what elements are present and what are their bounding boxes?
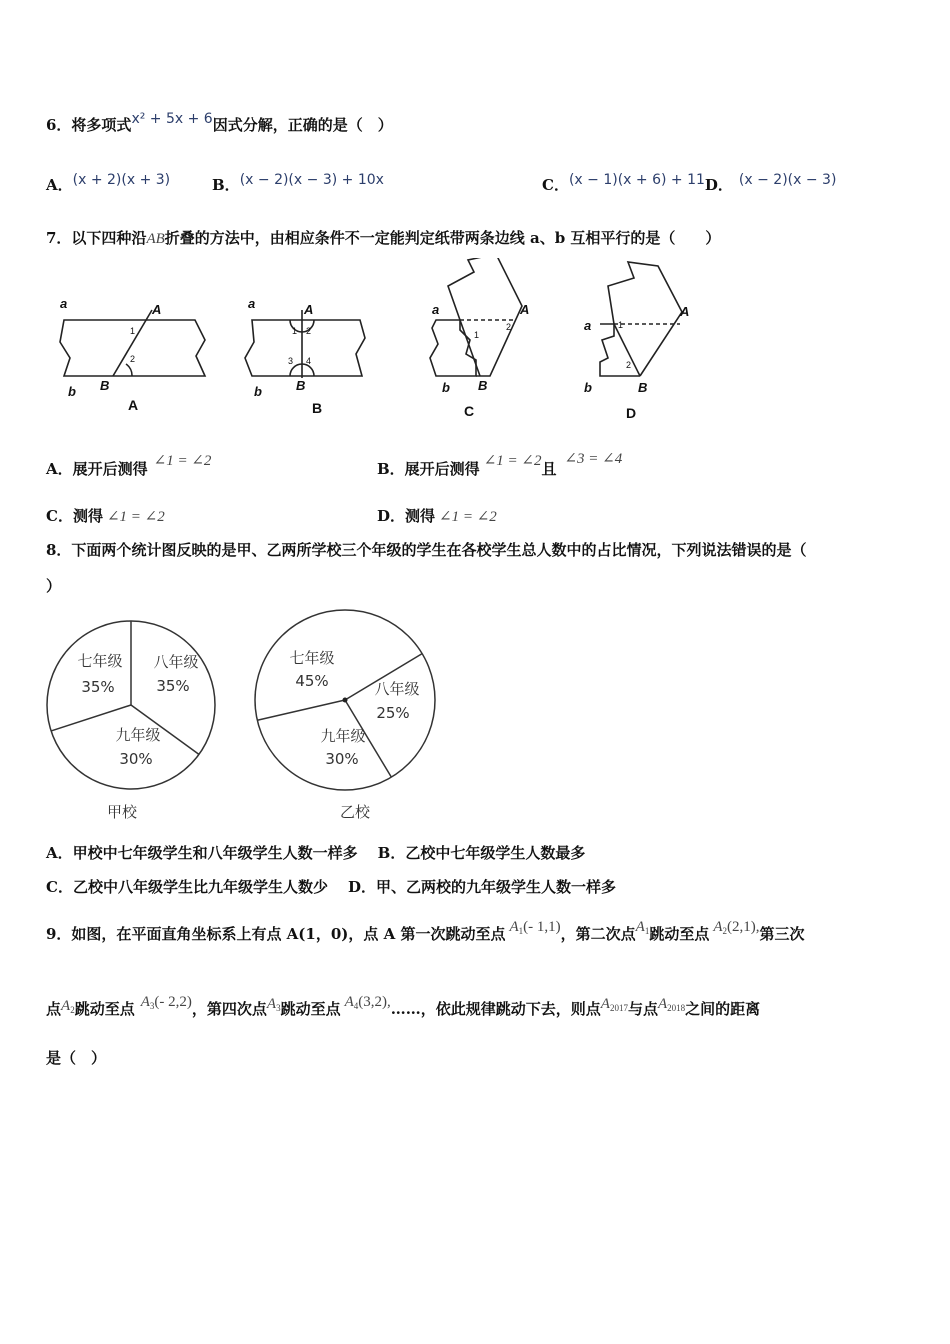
q9-point-a3-ref-sub: 3 — [276, 1003, 281, 1013]
q7-option-d — [377, 506, 497, 527]
q7-fig-b-angle-2: 2 — [306, 326, 312, 336]
q9-text-6: 跳动至点 — [74, 1000, 135, 1018]
q8-stem-end — [46, 576, 61, 596]
pie-jia-cat-grade9: 九年级 — [115, 726, 161, 744]
q9-point-a1-sub: 1 — [518, 926, 524, 936]
q9-text-9: ……，依此规律跳动下去，则点 — [390, 1000, 601, 1018]
q7-b-and: 且 — [541, 460, 557, 478]
q9-point-a2-coord: (2,1), — [727, 919, 760, 935]
q9-line-3 — [46, 1048, 106, 1068]
q7-fig-b-angle-4: 4 — [306, 356, 312, 366]
q7-fig-a-label-a: a — [60, 296, 68, 311]
q7-fig-c-label-pa: A — [520, 302, 530, 317]
q9-point-a1: A — [509, 919, 519, 935]
q7-fig-caption-a: A — [128, 397, 139, 413]
pie-yi-cat-grade7: 七年级 — [289, 649, 335, 667]
q6-polynomial: x² + 5x + 6 — [131, 111, 213, 127]
q7-fig-a-label-b: b — [68, 384, 76, 399]
q7-b-expr2: ∠3 = ∠4 — [564, 451, 623, 467]
q9-text-5: 点 — [46, 1000, 62, 1018]
q9-text-11: 之间的距离 — [685, 1000, 761, 1018]
q7-fig-d-angle-2: 2 — [626, 360, 632, 370]
q7-b-expr1: ∠1 = ∠2 — [483, 453, 542, 469]
q6-option-b — [212, 172, 384, 196]
q7-fig-c-label-a: a — [432, 302, 440, 317]
q9-point-a4-coord: (3,2), — [358, 994, 391, 1010]
q9-point-a4-sub: 4 — [353, 1001, 359, 1011]
q9-point-a3-coord: (- 2,2) — [154, 994, 192, 1010]
q7-fig-caption-c: C — [464, 403, 475, 419]
pie-yi-title: 乙校 — [339, 803, 371, 821]
q7-a-label: A．展开后测得 — [46, 460, 148, 478]
q7-fig-c-label-pb: B — [478, 378, 488, 393]
q7-stem-post: 折叠的方法中，由相应条件不一定能判定纸带两条边线 a、b 互相平行的是（ ） — [164, 229, 721, 247]
q8-pie-charts — [40, 606, 460, 828]
q9-point-a2-sub: 2 — [722, 926, 727, 936]
pie-jia-pct-grade7: 35% — [81, 678, 115, 696]
q7-fig-d-angle-1: 1 — [618, 320, 624, 330]
q7-d-label: D．测得 — [377, 507, 436, 525]
q9-point-a1-ref-sub: 1 — [644, 926, 650, 936]
q7-fig-a-angle-2: 2 — [130, 354, 136, 364]
q6-a-expr: (x + 2)(x + 3) — [72, 172, 171, 188]
q6-stem-pre: 6．将多项式 — [46, 116, 132, 134]
q9-point-a3-ref: A — [266, 996, 277, 1012]
q7-b-label: B．展开后测得 — [377, 460, 480, 478]
q9-point-a2018: A — [657, 996, 668, 1012]
q7-option-a — [46, 453, 212, 480]
q6-d-expr: (x − 2)(x − 3) — [738, 172, 837, 188]
q9-point-a2: A — [713, 919, 723, 935]
q7-fig-caption-b: B — [312, 400, 323, 416]
q7-stem-ab: AB — [146, 231, 165, 247]
q7-fig-b-label-a: a — [248, 296, 256, 311]
q6-option-a — [46, 172, 171, 196]
q9-text-1: 9．如图，在平面直角坐标系上有点 A(1，0)，点 A 第一次跳动至点 — [46, 925, 506, 943]
q7-fig-c-angle-1: 1 — [474, 330, 480, 340]
q9-point-a2018-sub: 2018 — [667, 1003, 686, 1013]
q9-text-3: 跳动至点 — [649, 925, 710, 943]
q9-text-2: ，第二次点 — [560, 925, 636, 943]
q8-stem-text: 8．下面两个统计图反映的是甲、乙两所学校三个年级的学生在各校学生总人数中的占比情况，下列说法错误的是（ — [46, 541, 807, 559]
pie-jia-cat-grade8: 八年级 — [153, 653, 199, 671]
q7-figure-c — [430, 258, 522, 376]
q8-option-a: A．甲校中七年级学生和八年级学生人数一样多 — [46, 844, 358, 862]
pie-yi-pct-grade8: 25% — [376, 704, 410, 722]
q7-fig-d-label-pa: A — [680, 304, 690, 319]
q9-text-7: ，第四次点 — [191, 1000, 267, 1018]
pie-yi-pct-grade9: 30% — [325, 750, 359, 768]
q7-fig-d-label-pb: B — [638, 380, 648, 395]
q7-d-expr: ∠1 = ∠2 — [439, 509, 497, 525]
pie-yi-cat-grade9: 九年级 — [320, 727, 366, 745]
q7-fold-figures — [40, 258, 720, 428]
q7-option-c — [46, 506, 165, 527]
q7-c-label: C．测得 — [46, 507, 103, 525]
q7-fig-b-angle-1: 1 — [292, 326, 298, 336]
q9-point-a2-ref: A — [61, 998, 71, 1014]
pie-jia-pct-grade9: 30% — [119, 750, 153, 768]
q7-option-b — [377, 451, 623, 480]
q9-text-8: 跳动至点 — [280, 1000, 341, 1018]
q7-a-expr: ∠1 = ∠2 — [153, 453, 212, 469]
q9-point-a3: A — [140, 994, 150, 1010]
pie-chart-yi — [255, 610, 435, 821]
q7-fig-c-label-b: b — [442, 380, 450, 395]
q7-fig-d-label-b: b — [584, 380, 592, 395]
q9-text-10: 与点 — [627, 1000, 658, 1018]
q7-fig-a-label-pb: B — [100, 378, 110, 393]
q9-text-4: 第三次 — [759, 925, 805, 943]
q8-option-b: B．乙校中七年级学生人数最多 — [377, 844, 586, 862]
q6-stem — [46, 111, 393, 136]
q7-stem-pre: 7．以下四种沿 — [46, 229, 147, 247]
q6-d-label: D． — [704, 176, 733, 194]
pie-yi-center-dot — [343, 698, 348, 703]
q7-stem — [46, 228, 720, 249]
q9-point-a2017: A — [600, 996, 610, 1012]
q7-figure-d — [600, 262, 682, 376]
q7-fig-a-label-pa: A — [152, 302, 162, 317]
q7-figure-a — [60, 310, 205, 376]
q7-fig-b-label-pa: A — [304, 302, 314, 317]
q7-fig-d-label-a: a — [584, 318, 592, 333]
pie-chart-jia — [47, 621, 215, 821]
q8-stem-end-text: ） — [46, 577, 62, 595]
q9-point-a4: A — [344, 994, 354, 1010]
pie-yi-pct-grade7: 45% — [295, 672, 329, 690]
pie-jia-cat-grade7: 七年级 — [77, 652, 123, 670]
pie-yi-cat-grade8: 八年级 — [374, 680, 420, 698]
q8-option-c: C．乙校中八年级学生比九年级学生人数少 — [46, 878, 328, 896]
q7-fig-b-angle-3: 3 — [288, 356, 294, 366]
q8-options-cd — [46, 877, 616, 897]
q6-c-label: C． — [542, 176, 569, 194]
q7-figure-b — [245, 310, 365, 378]
q8-options-ab — [46, 843, 585, 863]
q7-fig-c-angle-2: 2 — [506, 322, 512, 332]
q9-line-1 — [46, 919, 805, 949]
q6-b-expr: (x − 2)(x − 3) + 10x — [239, 172, 384, 188]
q9-point-a1-coord: (- 1,1) — [523, 919, 561, 935]
q7-c-expr: ∠1 = ∠2 — [106, 509, 165, 525]
q9-point-a3-sub: 3 — [149, 1001, 155, 1011]
q9-line-2 — [46, 994, 761, 1024]
q6-option-c — [542, 172, 837, 196]
q7-fig-b-label-b: b — [254, 384, 262, 399]
pie-jia-pct-grade8: 35% — [156, 677, 190, 695]
q6-c-expr: (x − 1)(x + 6) + 11 — [568, 172, 705, 188]
q9-point-a1-ref: A — [635, 919, 645, 935]
q6-stem-post: 因式分解，正确的是（ ） — [212, 116, 393, 134]
pie-jia-title: 甲校 — [106, 803, 138, 821]
q9-text-12: 是（ ） — [46, 1049, 107, 1067]
q8-option-d: D．甲、乙两校的九年级学生人数一样多 — [347, 878, 616, 896]
q9-point-a2017-sub: 2017 — [609, 1003, 628, 1013]
q8-stem — [46, 540, 806, 560]
q9-point-a2-ref-sub: 2 — [70, 1005, 75, 1015]
q7-fig-a-angle-1: 1 — [130, 326, 136, 336]
q7-fig-b-label-pb: B — [296, 378, 306, 393]
q7-fig-caption-d: D — [626, 405, 637, 421]
q6-a-label: A． — [46, 176, 73, 194]
q6-b-label: B． — [212, 176, 240, 194]
